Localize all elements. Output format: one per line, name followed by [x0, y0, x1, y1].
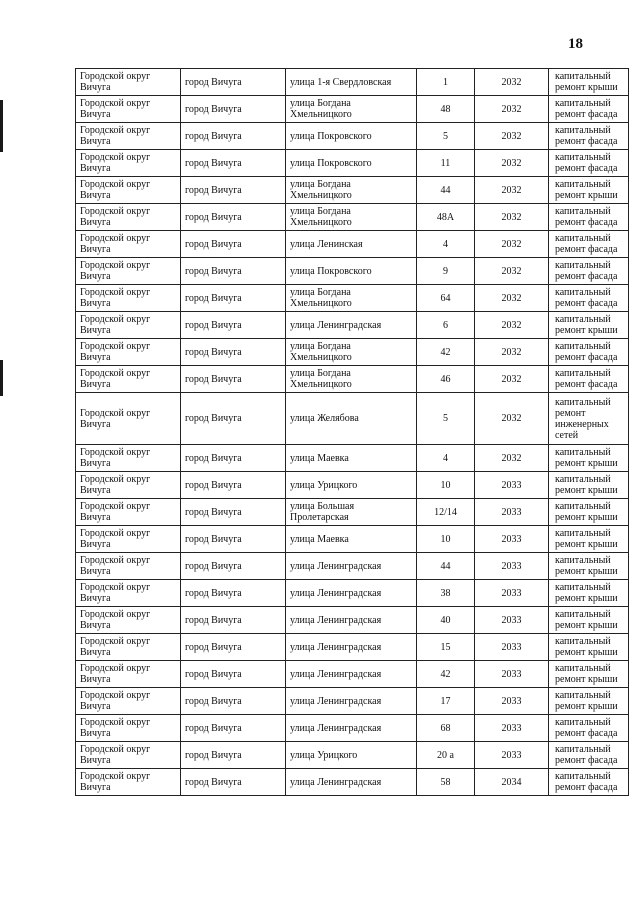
work-type-cell: капитальный ремонт крыши: [549, 634, 629, 661]
table-row: [76, 339, 629, 366]
city-cell: город Вичуга: [181, 580, 286, 607]
street-cell: улица Маевка: [286, 526, 417, 553]
work-type-cell: капитальный ремонт фасада: [549, 123, 629, 150]
work-type-cell: капитальный ремонт крыши: [549, 472, 629, 499]
table-row: [76, 393, 629, 445]
district-cell: Городской округ Вичуга: [76, 123, 181, 150]
house-number-cell: 64: [417, 285, 475, 312]
street-cell: улица Богдана Хмельницкого: [286, 96, 417, 123]
house-number-cell: 58: [417, 769, 475, 796]
table-row: [76, 526, 629, 553]
house-number-cell: 10: [417, 526, 475, 553]
year-cell: 2032: [475, 285, 549, 312]
table-row: [76, 231, 629, 258]
house-number-cell: 10: [417, 472, 475, 499]
work-type-cell: капитальный ремонт крыши: [549, 526, 629, 553]
house-number-cell: 12/14: [417, 499, 475, 526]
work-type-cell: капитальный ремонт фасада: [549, 769, 629, 796]
table-row: [76, 715, 629, 742]
year-cell: 2032: [475, 393, 549, 445]
street-cell: улица Ленинградская: [286, 715, 417, 742]
house-number-cell: 6: [417, 312, 475, 339]
district-cell: Городской округ Вичуга: [76, 150, 181, 177]
house-number-cell: 4: [417, 445, 475, 472]
city-cell: город Вичуга: [181, 393, 286, 445]
house-number-cell: 11: [417, 150, 475, 177]
district-cell: Городской округ Вичуга: [76, 499, 181, 526]
street-cell: улица Богдана Хмельницкого: [286, 285, 417, 312]
district-cell: Городской округ Вичуга: [76, 312, 181, 339]
street-cell: улица Богдана Хмельницкого: [286, 204, 417, 231]
table-row: [76, 553, 629, 580]
table-row: [76, 150, 629, 177]
year-cell: 2033: [475, 580, 549, 607]
district-cell: Городской округ Вичуга: [76, 445, 181, 472]
table-row: [76, 204, 629, 231]
city-cell: город Вичуга: [181, 285, 286, 312]
city-cell: город Вичуга: [181, 742, 286, 769]
street-cell: улица Ленинская: [286, 231, 417, 258]
house-number-cell: 40: [417, 607, 475, 634]
year-cell: 2032: [475, 96, 549, 123]
district-cell: Городской округ Вичуга: [76, 715, 181, 742]
year-cell: 2033: [475, 607, 549, 634]
scan-edge-mark-middle: [0, 360, 3, 396]
district-cell: Городской округ Вичуга: [76, 177, 181, 204]
work-type-cell: капитальный ремонт фасада: [549, 715, 629, 742]
work-type-cell: капитальный ремонт инженерных сетей: [549, 393, 629, 445]
year-cell: 2032: [475, 204, 549, 231]
work-type-cell: капитальный ремонт фасада: [549, 204, 629, 231]
table-row: [76, 661, 629, 688]
repair-schedule-table: [75, 68, 629, 796]
house-number-cell: 38: [417, 580, 475, 607]
house-number-cell: 46: [417, 366, 475, 393]
work-type-cell: капитальный ремонт фасада: [549, 285, 629, 312]
city-cell: город Вичуга: [181, 499, 286, 526]
scan-edge-mark-top: [0, 100, 3, 152]
district-cell: Городской округ Вичуга: [76, 769, 181, 796]
year-cell: 2033: [475, 742, 549, 769]
district-cell: Городской округ Вичуга: [76, 258, 181, 285]
city-cell: город Вичуга: [181, 69, 286, 96]
city-cell: город Вичуга: [181, 231, 286, 258]
district-cell: Городской округ Вичуга: [76, 607, 181, 634]
district-cell: Городской округ Вичуга: [76, 231, 181, 258]
house-number-cell: 4: [417, 231, 475, 258]
year-cell: 2032: [475, 150, 549, 177]
work-type-cell: капитальный ремонт крыши: [549, 553, 629, 580]
city-cell: город Вичуга: [181, 96, 286, 123]
street-cell: улица 1-я Свердловская: [286, 69, 417, 96]
year-cell: 2032: [475, 366, 549, 393]
table-row: [76, 634, 629, 661]
street-cell: улица Ленинградская: [286, 769, 417, 796]
house-number-cell: 48: [417, 96, 475, 123]
district-cell: Городской округ Вичуга: [76, 69, 181, 96]
city-cell: город Вичуга: [181, 769, 286, 796]
year-cell: 2032: [475, 123, 549, 150]
street-cell: улица Урицкого: [286, 742, 417, 769]
work-type-cell: капитальный ремонт крыши: [549, 661, 629, 688]
year-cell: 2032: [475, 258, 549, 285]
table-row: [76, 580, 629, 607]
city-cell: город Вичуга: [181, 472, 286, 499]
city-cell: город Вичуга: [181, 634, 286, 661]
city-cell: город Вичуга: [181, 366, 286, 393]
table-row: [76, 177, 629, 204]
district-cell: Городской округ Вичуга: [76, 580, 181, 607]
house-number-cell: 15: [417, 634, 475, 661]
year-cell: 2032: [475, 177, 549, 204]
table-row: [76, 688, 629, 715]
house-number-cell: 20 а: [417, 742, 475, 769]
city-cell: город Вичуга: [181, 688, 286, 715]
year-cell: 2033: [475, 526, 549, 553]
district-cell: Городской округ Вичуга: [76, 661, 181, 688]
year-cell: 2033: [475, 553, 549, 580]
house-number-cell: 42: [417, 339, 475, 366]
house-number-cell: 17: [417, 688, 475, 715]
district-cell: Городской округ Вичуга: [76, 96, 181, 123]
year-cell: 2033: [475, 688, 549, 715]
work-type-cell: капитальный ремонт крыши: [549, 607, 629, 634]
year-cell: 2033: [475, 472, 549, 499]
work-type-cell: капитальный ремонт крыши: [549, 499, 629, 526]
city-cell: город Вичуга: [181, 150, 286, 177]
house-number-cell: 5: [417, 123, 475, 150]
street-cell: улица Покровского: [286, 123, 417, 150]
table-row: [76, 69, 629, 96]
table-row: [76, 445, 629, 472]
street-cell: улица Ленинградская: [286, 553, 417, 580]
year-cell: 2032: [475, 445, 549, 472]
street-cell: улица Маевка: [286, 445, 417, 472]
city-cell: город Вичуга: [181, 607, 286, 634]
district-cell: Городской округ Вичуга: [76, 742, 181, 769]
street-cell: улица Ленинградская: [286, 580, 417, 607]
year-cell: 2032: [475, 231, 549, 258]
year-cell: 2032: [475, 339, 549, 366]
street-cell: улица Желябова: [286, 393, 417, 445]
table-row: [76, 472, 629, 499]
work-type-cell: капитальный ремонт фасада: [549, 366, 629, 393]
year-cell: 2033: [475, 634, 549, 661]
year-cell: 2034: [475, 769, 549, 796]
street-cell: улица Большая Пролетарская: [286, 499, 417, 526]
street-cell: улица Богдана Хмельницкого: [286, 339, 417, 366]
city-cell: город Вичуга: [181, 339, 286, 366]
street-cell: улица Ленинградская: [286, 661, 417, 688]
street-cell: улица Ленинградская: [286, 688, 417, 715]
district-cell: Городской округ Вичуга: [76, 366, 181, 393]
house-number-cell: 44: [417, 553, 475, 580]
city-cell: город Вичуга: [181, 204, 286, 231]
table-row: [76, 499, 629, 526]
work-type-cell: капитальный ремонт крыши: [549, 312, 629, 339]
city-cell: город Вичуга: [181, 526, 286, 553]
year-cell: 2032: [475, 312, 549, 339]
district-cell: Городской округ Вичуга: [76, 688, 181, 715]
house-number-cell: 44: [417, 177, 475, 204]
work-type-cell: капитальный ремонт фасада: [549, 742, 629, 769]
house-number-cell: 5: [417, 393, 475, 445]
work-type-cell: капитальный ремонт фасада: [549, 339, 629, 366]
year-cell: 2033: [475, 715, 549, 742]
district-cell: Городской округ Вичуга: [76, 472, 181, 499]
year-cell: 2032: [475, 69, 549, 96]
district-cell: Городской округ Вичуга: [76, 634, 181, 661]
district-cell: Городской округ Вичуга: [76, 526, 181, 553]
street-cell: улица Урицкого: [286, 472, 417, 499]
city-cell: город Вичуга: [181, 258, 286, 285]
city-cell: город Вичуга: [181, 123, 286, 150]
district-cell: Городской округ Вичуга: [76, 204, 181, 231]
street-cell: улица Богдана Хмельницкого: [286, 366, 417, 393]
street-cell: улица Ленинградская: [286, 312, 417, 339]
table-row: [76, 123, 629, 150]
house-number-cell: 68: [417, 715, 475, 742]
year-cell: 2033: [475, 499, 549, 526]
work-type-cell: капитальный ремонт фасада: [549, 231, 629, 258]
work-type-cell: капитальный ремонт фасада: [549, 150, 629, 177]
city-cell: город Вичуга: [181, 553, 286, 580]
table-row: [76, 607, 629, 634]
city-cell: город Вичуга: [181, 445, 286, 472]
work-type-cell: капитальный ремонт крыши: [549, 580, 629, 607]
table-row: [76, 285, 629, 312]
street-cell: улица Покровского: [286, 150, 417, 177]
table-row: [76, 258, 629, 285]
year-cell: 2033: [475, 661, 549, 688]
district-cell: Городской округ Вичуга: [76, 339, 181, 366]
house-number-cell: 9: [417, 258, 475, 285]
work-type-cell: капитальный ремонт крыши: [549, 177, 629, 204]
work-type-cell: капитальный ремонт фасада: [549, 96, 629, 123]
district-cell: Городской округ Вичуга: [76, 285, 181, 312]
table-row: [76, 96, 629, 123]
table-row: [76, 742, 629, 769]
house-number-cell: 1: [417, 69, 475, 96]
table-row: [76, 312, 629, 339]
street-cell: улица Ленинградская: [286, 634, 417, 661]
house-number-cell: 42: [417, 661, 475, 688]
city-cell: город Вичуга: [181, 177, 286, 204]
table-row: [76, 366, 629, 393]
work-type-cell: капитальный ремонт фасада: [549, 258, 629, 285]
table-body: [76, 69, 629, 796]
district-cell: Городской округ Вичуга: [76, 553, 181, 580]
street-cell: улица Ленинградская: [286, 607, 417, 634]
district-cell: Городской округ Вичуга: [76, 393, 181, 445]
street-cell: улица Богдана Хмельницкого: [286, 177, 417, 204]
work-type-cell: капитальный ремонт крыши: [549, 688, 629, 715]
city-cell: город Вичуга: [181, 661, 286, 688]
work-type-cell: капитальный ремонт крыши: [549, 445, 629, 472]
page-number: 18: [568, 36, 583, 52]
street-cell: улица Покровского: [286, 258, 417, 285]
house-number-cell: 48А: [417, 204, 475, 231]
city-cell: город Вичуга: [181, 715, 286, 742]
table-row: [76, 769, 629, 796]
city-cell: город Вичуга: [181, 312, 286, 339]
work-type-cell: капитальный ремонт крыши: [549, 69, 629, 96]
